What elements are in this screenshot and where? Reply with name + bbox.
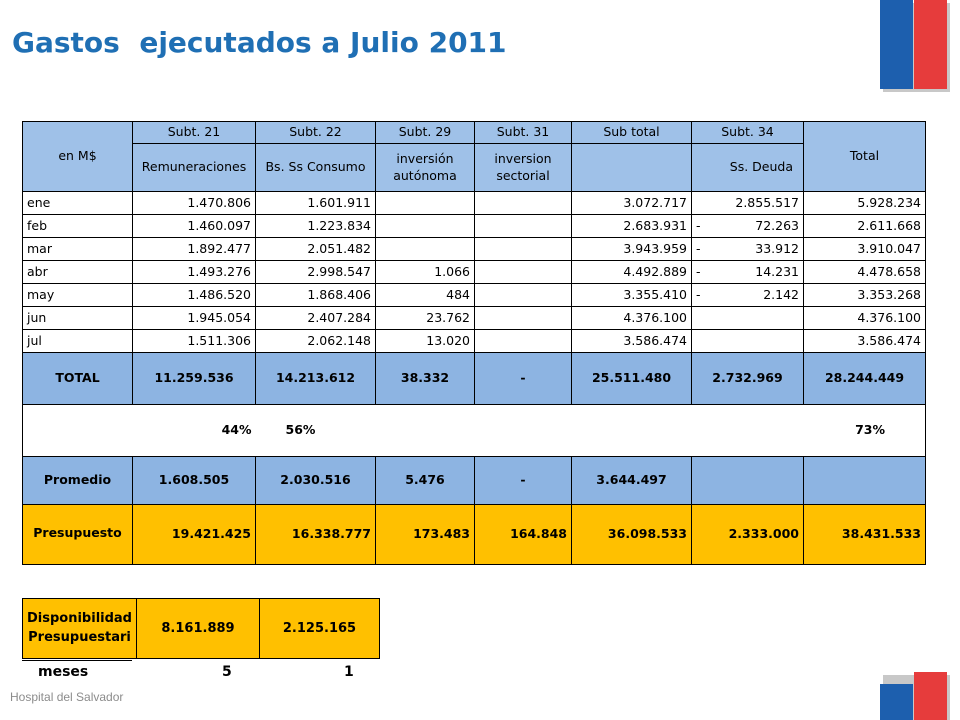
total-s21: 11.259.536 bbox=[133, 353, 256, 405]
cell-total: 4.376.100 bbox=[804, 307, 926, 330]
table-row bbox=[23, 330, 926, 353]
table-row bbox=[23, 192, 926, 215]
percent-s22: 56% bbox=[256, 405, 376, 457]
cell-subtotal: 2.683.931 bbox=[572, 215, 692, 238]
disponibilidad-row bbox=[23, 599, 380, 659]
header-row-2 bbox=[23, 144, 926, 192]
value: 2.142 bbox=[763, 286, 799, 302]
cell-s22: 2.051.482 bbox=[256, 238, 376, 261]
header-inversion-autonoma: inversión autónoma bbox=[376, 144, 475, 192]
disponibilidad-table bbox=[22, 598, 380, 659]
cell-s21: 1.511.306 bbox=[133, 330, 256, 353]
header-inversion-sectorial: inversion sectorial bbox=[475, 144, 572, 192]
cell-s21: 1.892.477 bbox=[133, 238, 256, 261]
cell-s22: 1.223.834 bbox=[256, 215, 376, 238]
cell-s29 bbox=[376, 192, 475, 215]
table-row bbox=[23, 307, 926, 330]
percent-blank bbox=[692, 405, 804, 457]
presupuesto-s22: 16.338.777 bbox=[256, 505, 376, 565]
month-label: abr bbox=[23, 261, 133, 284]
gastos-table bbox=[22, 121, 926, 565]
header-en-m: en M$ bbox=[23, 122, 133, 192]
total-s31: - bbox=[475, 353, 572, 405]
presupuesto-subtotal: 36.098.533 bbox=[572, 505, 692, 565]
cell-total: 4.478.658 bbox=[804, 261, 926, 284]
cell-s21: 1.460.097 bbox=[133, 215, 256, 238]
meses-s22: 1 bbox=[344, 664, 354, 680]
cell-total: 5.928.234 bbox=[804, 192, 926, 215]
percent-blank bbox=[475, 405, 572, 457]
table-row bbox=[23, 261, 926, 284]
promedio-subtotal: 3.644.497 bbox=[572, 457, 692, 505]
cell-s31 bbox=[475, 307, 572, 330]
cell-total: 3.586.474 bbox=[804, 330, 926, 353]
cell-s34 bbox=[692, 192, 804, 215]
cell-s34 bbox=[692, 215, 804, 238]
percent-row bbox=[23, 405, 926, 457]
cell-subtotal: 4.492.889 bbox=[572, 261, 692, 284]
percent-total: 73% bbox=[804, 405, 926, 457]
chile-flag-logo-bottom bbox=[880, 672, 950, 720]
cell-subtotal: 3.072.717 bbox=[572, 192, 692, 215]
month-label: jul bbox=[23, 330, 133, 353]
cell-s34 bbox=[692, 238, 804, 261]
disponibilidad-label-line1: Disponibilidad bbox=[27, 611, 132, 627]
cell-subtotal: 3.355.410 bbox=[572, 284, 692, 307]
header-subt-34: Subt. 34 bbox=[692, 122, 804, 144]
percent-blank bbox=[572, 405, 692, 457]
disponibilidad-s22: 2.125.165 bbox=[260, 599, 380, 659]
sign: - bbox=[696, 240, 701, 256]
cell-s31 bbox=[475, 238, 572, 261]
cell-s21: 1.486.520 bbox=[133, 284, 256, 307]
cell-s31 bbox=[475, 284, 572, 307]
cell-subtotal: 4.376.100 bbox=[572, 307, 692, 330]
presupuesto-total: 38.431.533 bbox=[804, 505, 926, 565]
promedio-s29: 5.476 bbox=[376, 457, 475, 505]
total-subtotal: 25.511.480 bbox=[572, 353, 692, 405]
disponibilidad-label bbox=[23, 599, 137, 659]
cell-s31 bbox=[475, 330, 572, 353]
cell-s31 bbox=[475, 261, 572, 284]
month-label: jun bbox=[23, 307, 133, 330]
total-s34: 2.732.969 bbox=[692, 353, 804, 405]
cell-s22: 2.407.284 bbox=[256, 307, 376, 330]
meses-divider bbox=[22, 660, 132, 661]
header-remuneraciones: Remuneraciones bbox=[133, 144, 256, 192]
header-subt-29: Subt. 29 bbox=[376, 122, 475, 144]
cell-s34 bbox=[692, 261, 804, 284]
chile-flag-logo-top bbox=[880, 0, 950, 92]
header-ss-deuda: Ss. Deuda bbox=[692, 144, 804, 192]
meses-s21: 5 bbox=[222, 664, 232, 680]
sign: - bbox=[696, 286, 701, 302]
presupuesto-s29: 173.483 bbox=[376, 505, 475, 565]
cell-s34 bbox=[692, 307, 804, 330]
footer-text: Hospital del Salvador bbox=[10, 690, 124, 704]
header-subt-31: Subt. 31 bbox=[475, 122, 572, 144]
promedio-total bbox=[804, 457, 926, 505]
cell-s29: 23.762 bbox=[376, 307, 475, 330]
cell-s31 bbox=[475, 192, 572, 215]
total-total: 28.244.449 bbox=[804, 353, 926, 405]
cell-s31 bbox=[475, 215, 572, 238]
value: 72.263 bbox=[755, 217, 799, 233]
total-label: TOTAL bbox=[23, 353, 133, 405]
table-row bbox=[23, 215, 926, 238]
month-label: mar bbox=[23, 238, 133, 261]
percent-s21: 44% bbox=[133, 405, 256, 457]
cell-s21: 1.470.806 bbox=[133, 192, 256, 215]
presupuesto-s34: 2.333.000 bbox=[692, 505, 804, 565]
promedio-row bbox=[23, 457, 926, 505]
percent-blank bbox=[376, 405, 475, 457]
page-title: Gastos ejecutados a Julio 2011 bbox=[12, 26, 507, 59]
promedio-s22: 2.030.516 bbox=[256, 457, 376, 505]
cell-total: 3.353.268 bbox=[804, 284, 926, 307]
month-label: ene bbox=[23, 192, 133, 215]
cell-s22: 1.868.406 bbox=[256, 284, 376, 307]
cell-s34 bbox=[692, 330, 804, 353]
cell-s34 bbox=[692, 284, 804, 307]
disponibilidad-label-line2: Presupuestari bbox=[28, 629, 131, 645]
value: 33.912 bbox=[755, 240, 799, 256]
promedio-s34 bbox=[692, 457, 804, 505]
cell-s29: 484 bbox=[376, 284, 475, 307]
header-subt-22: Subt. 22 bbox=[256, 122, 376, 144]
cell-s29: 13.020 bbox=[376, 330, 475, 353]
cell-s29 bbox=[376, 238, 475, 261]
presupuesto-label: Presupuesto bbox=[23, 505, 133, 565]
cell-s21: 1.945.054 bbox=[133, 307, 256, 330]
total-s29: 38.332 bbox=[376, 353, 475, 405]
table-row bbox=[23, 284, 926, 307]
month-label: may bbox=[23, 284, 133, 307]
cell-subtotal: 3.943.959 bbox=[572, 238, 692, 261]
header-bs-ss-consumo: Bs. Ss Consumo bbox=[256, 144, 376, 192]
header-row-1 bbox=[23, 122, 926, 144]
percent-blank bbox=[23, 405, 133, 457]
total-row bbox=[23, 353, 926, 405]
promedio-label: Promedio bbox=[23, 457, 133, 505]
table-row bbox=[23, 238, 926, 261]
sign: - bbox=[696, 263, 701, 279]
promedio-s31: - bbox=[475, 457, 572, 505]
header-blank bbox=[572, 144, 692, 192]
cell-subtotal: 3.586.474 bbox=[572, 330, 692, 353]
value: 2.855.517 bbox=[735, 194, 799, 210]
presupuesto-s21: 19.421.425 bbox=[133, 505, 256, 565]
promedio-s21: 1.608.505 bbox=[133, 457, 256, 505]
total-s22: 14.213.612 bbox=[256, 353, 376, 405]
cell-total: 2.611.668 bbox=[804, 215, 926, 238]
cell-s22: 2.998.547 bbox=[256, 261, 376, 284]
header-subt-21: Subt. 21 bbox=[133, 122, 256, 144]
cell-s29: 1.066 bbox=[376, 261, 475, 284]
cell-s22: 1.601.911 bbox=[256, 192, 376, 215]
month-label: feb bbox=[23, 215, 133, 238]
value: 14.231 bbox=[755, 263, 799, 279]
presupuesto-s31: 164.848 bbox=[475, 505, 572, 565]
cell-s22: 2.062.148 bbox=[256, 330, 376, 353]
cell-s29 bbox=[376, 215, 475, 238]
presupuesto-row bbox=[23, 505, 926, 565]
header-total: Total bbox=[804, 122, 926, 192]
cell-s21: 1.493.276 bbox=[133, 261, 256, 284]
meses-label: meses bbox=[38, 664, 89, 680]
header-sub-total: Sub total bbox=[572, 122, 692, 144]
disponibilidad-s21: 8.161.889 bbox=[137, 599, 260, 659]
cell-total: 3.910.047 bbox=[804, 238, 926, 261]
sign: - bbox=[696, 217, 701, 233]
